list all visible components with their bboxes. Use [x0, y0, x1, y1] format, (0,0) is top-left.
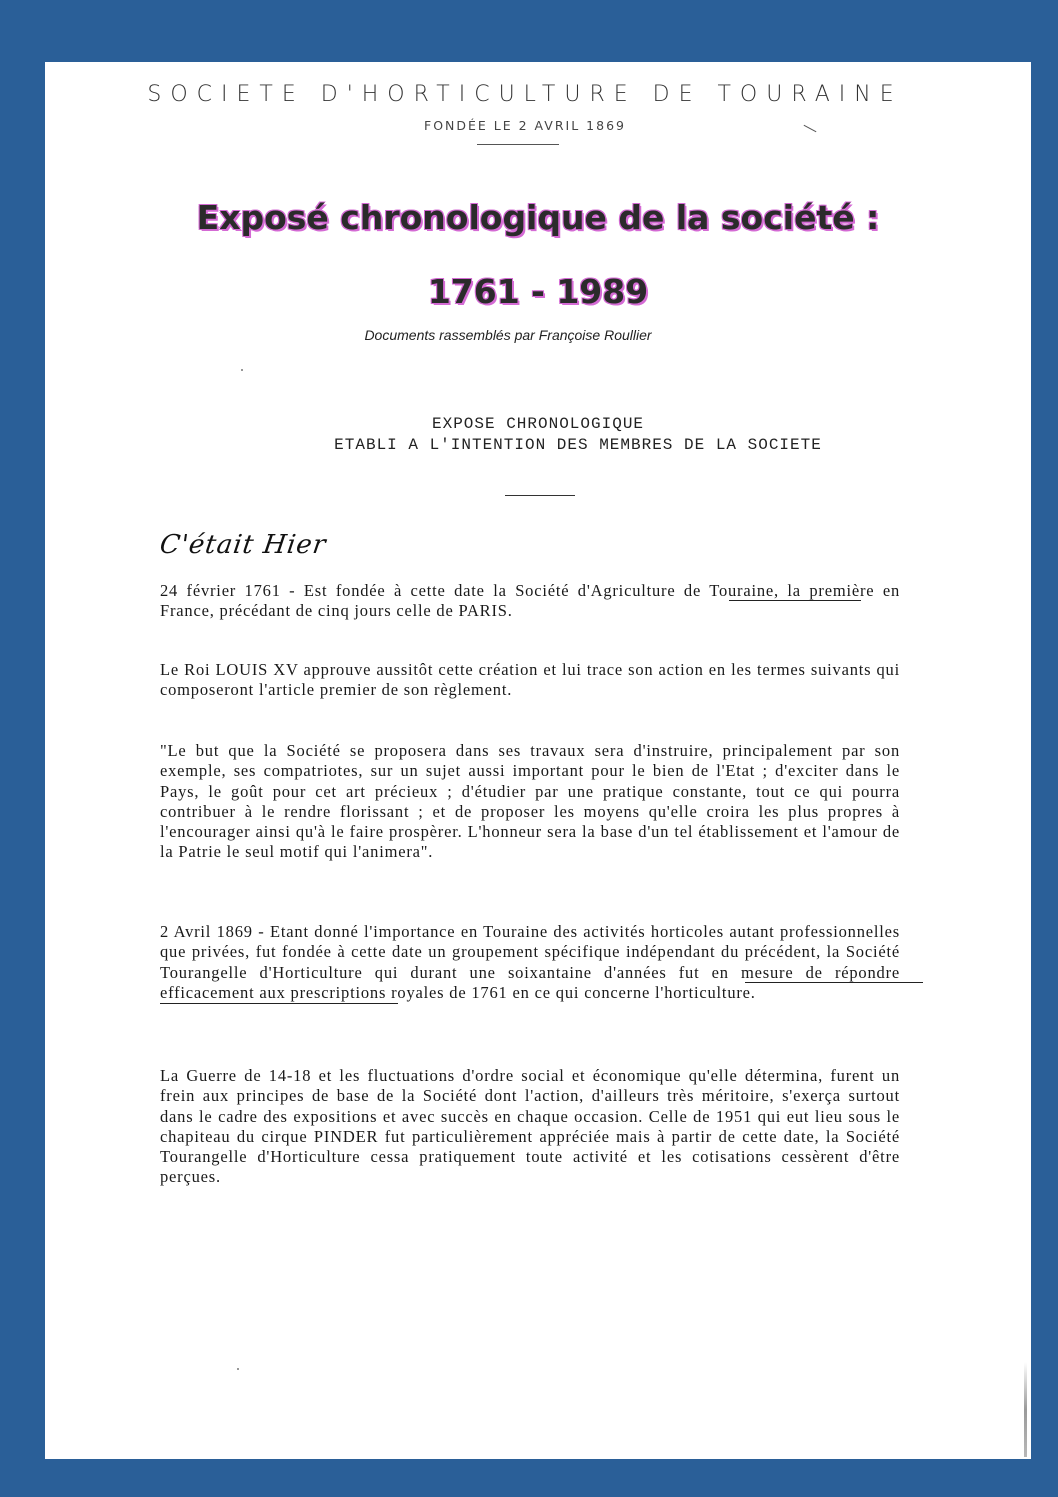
scan-speck	[241, 369, 243, 371]
underline-societe-tourangelle-1	[745, 982, 923, 983]
heading-divider	[505, 495, 575, 496]
handwritten-note: C'était Hier	[157, 530, 329, 560]
underline-societe-tourangelle-2	[160, 1003, 398, 1004]
letterhead-founded-date: FONDÉE LE 2 AVRIL 1869	[424, 118, 626, 133]
scanned-page	[45, 62, 1031, 1459]
scan-edge-shadow	[1024, 1362, 1027, 1457]
page-credit: Documents rassemblés par Françoise Roullier	[364, 327, 652, 343]
paragraph-1869-founding: 2 Avril 1869 - Etant donné l'importance en Touraine des activités horticoles autant professionnelles que privées, fut fondée à cette date un groupement spécifique indépendant du précédent, la Société Tourangelle d'Horticulture qui durant une soixantaine d'années fut en mesure de répondre efficacement aux prescriptions royales de 1761 en ce qui concerne l'horticulture.	[160, 922, 900, 1002]
page-title: Exposé chronologique de la société :	[196, 198, 880, 237]
scan-speck	[237, 1368, 239, 1370]
page-year-range: 1761 - 1989	[427, 272, 649, 311]
document-heading-line2: ETABLI A L'INTENTION DES MEMBRES DE LA SOCIETE	[334, 436, 822, 454]
document-heading-line1: EXPOSE CHRONOLOGIQUE	[431, 415, 645, 433]
paragraph-war-decline: La Guerre de 14-18 et les fluctuations d'ordre social et économique qu'elle détermina, furent un frein aux principes de base de la Société dont l'action, d'ailleurs très méritoire, s'exerça surtout dans le cadre des expositions et avec succès en chaque occasion. Celle de 1951 qui eut lieu sous le chapiteau du cirque PINDER fut particulièrement appréciée mais à partir de cette date, la Société Tourangelle d'Horticulture cessa pratiquement toute activité et les cotisations cessèrent d'être perçues.	[160, 1066, 900, 1187]
scan-mark	[804, 125, 817, 132]
paragraph-royal-quote: "Le but que la Société se proposera dans ses travaux sera d'instruire, principalement par son exemple, ses compatriotes, sur un sujet aussi important pour le bien de l'Etat ; d'exciter dans le Pays, le goût pour cet art précieux ; d'étudier par une pratique constante, tout ce qui pourra contribuer à le rendre florissant ; et de proposer les moyens qu'elle croira les plus propres à l'encourager ainsi qu'à le faire prospèrer. L'honneur sera la base d'un tel établissement et l'amour de la Patrie le seul motif qui l'animera".	[160, 741, 900, 862]
letterhead-society-name: SOCIETE D'HORTICULTURE DE TOURAINE	[147, 82, 903, 107]
paragraph-1761-founding: 24 février 1761 - Est fondée à cette date la Société d'Agriculture de Touraine, la première en France, précédant de cinq jours celle de PARIS.	[160, 581, 900, 621]
letterhead-rule	[477, 144, 559, 145]
underline-agriculture	[729, 600, 861, 601]
paragraph-louis-xv: Le Roi LOUIS XV approuve aussitôt cette création et lui trace son action en les termes suivants qui composeront l'article premier de son règlement.	[160, 660, 900, 700]
